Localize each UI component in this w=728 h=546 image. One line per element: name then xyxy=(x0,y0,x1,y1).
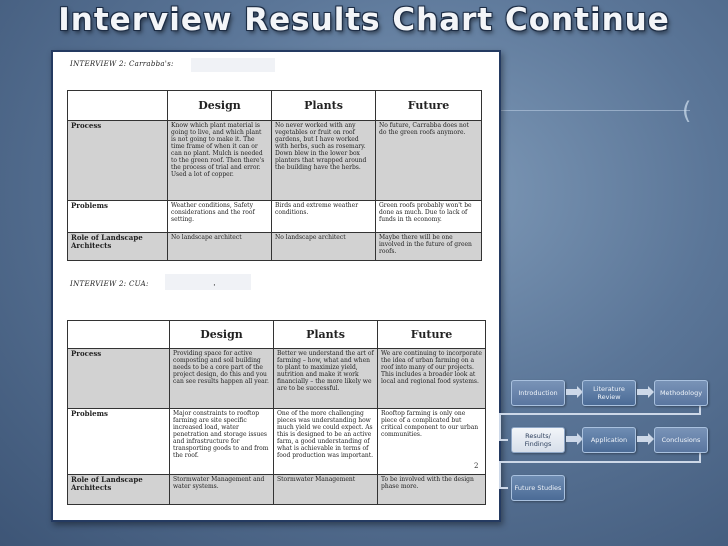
table-cell: Better we understand the art of farming – how, what and when to plant to maximize yield, nutrition and make it work financially – the more likely we are to be successful. xyxy=(274,349,378,409)
flow-arrow xyxy=(637,389,649,395)
flow-methodology[interactable]: Methodology xyxy=(654,380,708,406)
table-cell: Maybe there will be one involved in the future of green roofs. xyxy=(376,233,482,261)
table-cell: No never worked with any vegetables or fruit on roof gardens, but I have worked with herbs, such as rosemary. Down blew in the lower box planters that wrapped around the building have the herbs. xyxy=(272,121,376,201)
header-future: Future xyxy=(378,321,486,349)
flow-future-studies[interactable]: Future Studies xyxy=(511,475,565,501)
table-cell: One of the more challenging pieces was understanding how much yield we could expect. As this is designed to be an active farm, a good understanding of what is achievable in terms of food production was important. xyxy=(274,409,378,475)
row-label-role: Role of Landscape Architects xyxy=(68,233,168,261)
flow-arrow xyxy=(566,436,578,442)
table-cell: No landscape architect xyxy=(168,233,272,261)
slide-title: Interview Results Chart Continue xyxy=(58,2,670,38)
decorative-brace: ( xyxy=(682,97,692,125)
header-plants: Plants xyxy=(272,91,376,121)
row-label-problems: Problems xyxy=(68,201,168,233)
page-number: 2 xyxy=(474,462,479,470)
flow-application[interactable]: Application xyxy=(582,427,636,453)
table-cell: Stormwater Management and water systems. xyxy=(170,475,274,505)
flow-arrow xyxy=(637,436,649,442)
interview2-label: INTERVIEW 2: CUA: xyxy=(70,280,149,288)
header-design: Design xyxy=(168,91,272,121)
flow-conclusions[interactable]: Conclusions xyxy=(654,427,708,453)
table-cell: No landscape architect xyxy=(272,233,376,261)
table-cell: To be involved with the design phase more. xyxy=(378,475,486,505)
table-cell: Green roofs probably won't be done as much. Due to lack of funds in th economy. xyxy=(376,201,482,233)
table-cell: Weather conditions, Safety considerations and the roof setting. xyxy=(168,201,272,233)
flow-literature-review[interactable]: Literature Review xyxy=(582,380,636,406)
table-cell: Providing space for active composting and soil building needs to be a core part of the project design, do this and you can see results happen all year. xyxy=(170,349,274,409)
interview1-label: INTERVIEW 2: Carrabba's: xyxy=(70,60,174,68)
table-cell: Stormwater Management xyxy=(274,475,378,505)
flow-introduction[interactable]: Introduction xyxy=(511,380,565,406)
row-label-process: Process xyxy=(68,349,170,409)
table-cell: Rooftop farming is only one piece of a complicated but critical component to our urban communities. xyxy=(378,409,486,475)
row-label-role: Role of Landscape Architects xyxy=(68,475,170,505)
header-plants: Plants xyxy=(274,321,378,349)
header-future: Future xyxy=(376,91,482,121)
header-design: Design xyxy=(170,321,274,349)
stray-mark: · xyxy=(213,281,216,291)
table-cell: Know which plant material is going to live, and which plant is not going to make it. The time frame of when it can or can no plant. Mulch is needed to the green roof. Then there's the process of trial and error. Used a lot of copper. xyxy=(168,121,272,201)
flow-arrow xyxy=(566,389,578,395)
table-cell: Major constraints to rooftop farming are site specific increased load, water penetration and storage issues and infrastructure for transporting goods to and from the roof. xyxy=(170,409,274,475)
table-cell: No future, Carrabba does not do the green roofs anymore. xyxy=(376,121,482,201)
row-label-problems: Problems xyxy=(68,409,170,475)
table-cell: We are continuing to incorporate the idea of urban farming on a roof into many of our projects. This includes a broader look at local and regional food systems. xyxy=(378,349,486,409)
table-cell: Birds and extreme weather conditions. xyxy=(272,201,376,233)
row-label-process: Process xyxy=(68,121,168,201)
flow-results-findings[interactable]: Results/ Findings xyxy=(511,427,565,453)
